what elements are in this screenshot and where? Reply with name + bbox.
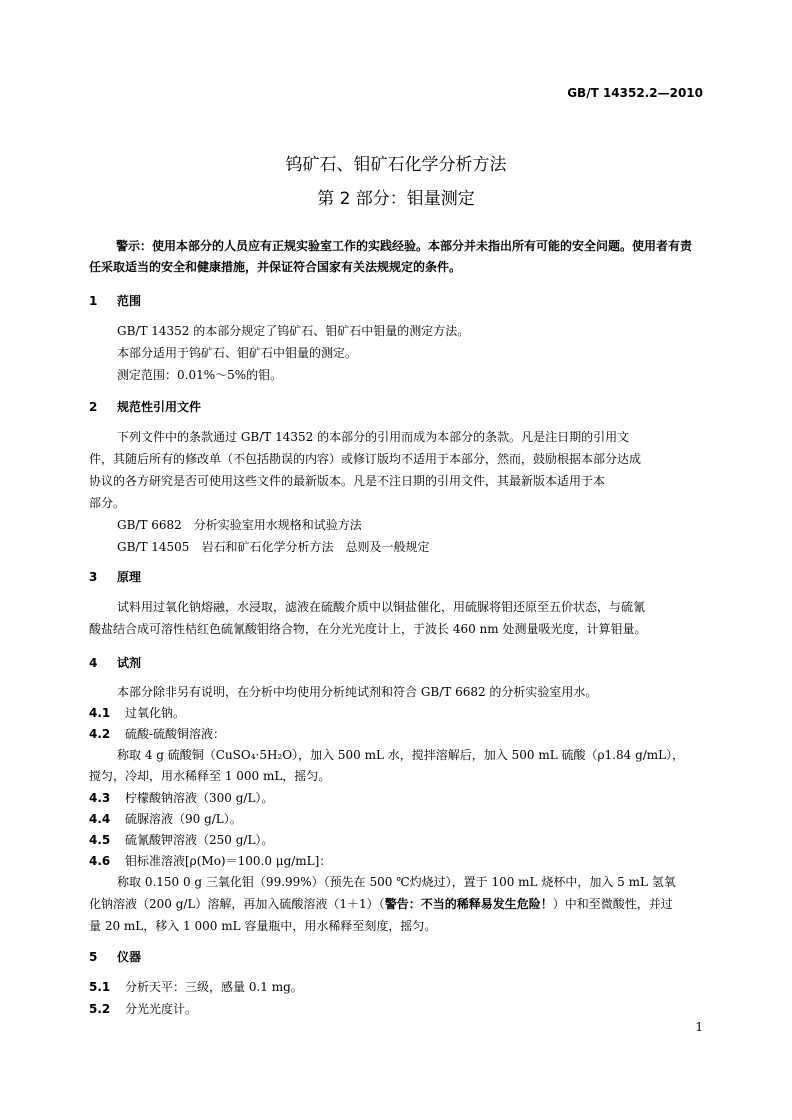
standard-code: GB/T 14352.2—2010 [567, 86, 703, 100]
page-title-line1: 钨矿石、钼矿石化学分析方法 [285, 155, 507, 175]
s3-line-2: 酸盐结合成可溶性桔红色硫氰酸钼络合物，在分光光度计上，于波长 460 nm 处测量吸光度，计算钼量。 [89, 622, 647, 636]
item-4-1: 4.1 过氧化钠。 [89, 706, 186, 720]
s2-line-1: 下列文件中的条款通过 GB/T 14352 的本部分的引用而成为本部分的条款。凡是注日期的引用文 [117, 430, 630, 444]
section-1-heading: 1 范围 [89, 294, 142, 308]
section-2-heading: 2 规范性引用文件 [89, 400, 202, 414]
item-5-2: 5.2 分光光度计。 [89, 1002, 198, 1016]
item-4-6-line-3: 量 20 mL，移入 1 000 mL 容量瓶中，用水稀释至刻度，摇匀。 [89, 919, 437, 933]
item-4-2-line-1: 称取 4 g 硫酸铜（CuSO₄·5H₂O），加入 500 mL 水，搅拌溶解后，加入 500 mL 硫酸（ρ1.84 g/mL）， [117, 748, 685, 762]
s1-line-2: 本部分适用于钨矿石、钼矿石中钼量的测定。 [117, 346, 358, 360]
item-4-4: 4.4 硫脲溶液（90 g/L）。 [89, 812, 242, 826]
item-4-6: 4.6 钼标准溶液[ρ(Mo)＝100.0 μg/mL]： [89, 854, 332, 868]
section-4-heading: 4 试剂 [89, 656, 142, 670]
s2-ref-1: GB/T 6682 分析实验室用水规格和试验方法 [117, 518, 362, 532]
page-title-line2: 第 2 部分：钼量测定 [317, 189, 475, 209]
s2-line-2: 件，其随后所有的修改单（不包括勘误的内容）或修订版均不适用于本部分，然而，鼓励根据本部分达成 [89, 452, 642, 466]
s3-line-1: 试料用过氧化钠熔融，水浸取，滤液在硫酸介质中以铜盐催化，用硫脲将钼还原至五价状态，与硫氰 [117, 600, 646, 614]
item-4-2-line-2: 搅匀，冷却，用水稀释至 1 000 mL，摇匀。 [89, 769, 331, 783]
s1-line-1: GB/T 14352 的本部分规定了钨矿石、钼矿石中钼量的测定方法。 [117, 324, 470, 338]
item-5-1: 5.1 分析天平：三级，感量 0.1 mg。 [89, 980, 303, 994]
s4-intro: 本部分除非另有说明，在分析中均使用分析纯试剂和符合 GB/T 6682 的分析实验室用水。 [117, 685, 598, 699]
s2-line-3: 协议的各方研究是否可使用这些文件的最新版本。凡是不注日期的引用文件，其最新版本适用于本 [89, 474, 606, 488]
item-4-2: 4.2 硫酸-硫酸铜溶液： [89, 727, 226, 741]
s2-ref-2: GB/T 14505 岩石和矿石化学分析方法 总则及一般规定 [117, 540, 430, 554]
safety-warning: 警示：使用本部分的人员应有正规实验室工作的实践经验。本部分并未指出所有可能的安全问题。使用者有责任采取适当的安全和健康措施，并保证符合国家有关法规规定的条件。 [89, 239, 693, 274]
item-4-5: 4.5 硫氰酸钾溶液（250 g/L）。 [89, 833, 274, 847]
item-4-3: 4.3 柠檬酸钠溶液（300 g/L）。 [89, 791, 274, 805]
s2-line-4: 部分。 [89, 496, 126, 510]
section-5-heading: 5 仪器 [89, 950, 142, 964]
dilution-warning: 警告：不当的稀释易发生危险！ [384, 897, 553, 911]
section-3-heading: 3 原理 [89, 570, 142, 584]
item-4-6-line-1: 称取 0.150 0 g 三氧化钼（99.99%）（预先在 500 ℃灼烧过），置于 100 mL 烧杯中，加入 5 mL 氢氧 [117, 875, 676, 889]
item-4-6-line-2: 化钠溶液（200 g/L）溶解，再加入硫酸溶液（1＋1）（警告：不当的稀释易发生危险！）中和至微酸性，并过 [89, 897, 673, 911]
s1-line-3: 测定范围：0.01%～5%的钼。 [117, 368, 283, 382]
page-number: 1 [695, 1020, 703, 1034]
